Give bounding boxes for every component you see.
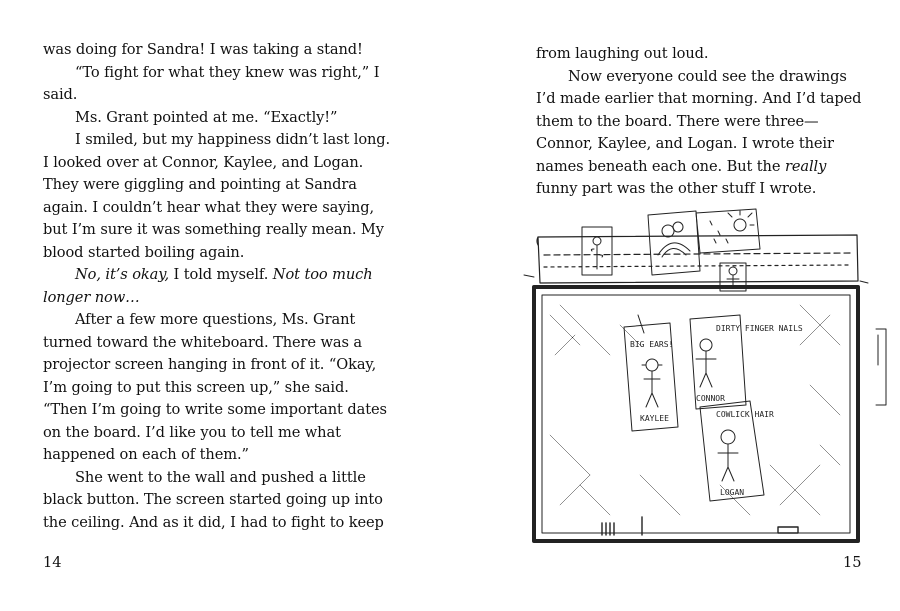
flower-drawing	[582, 227, 612, 275]
text-run: “To fight for what they knew was right,” I said.	[43, 63, 380, 103]
left_page-paragraph	[43, 107, 393, 130]
kaylee-name-label: KAYLEE	[640, 414, 669, 423]
logan-name-label: LOGAN	[720, 488, 745, 497]
connor-name-label: CONNOR	[696, 394, 725, 403]
text-run: I smiled, but my happiness didn’t last long. I looked over at Connor, Kaylee, and Logan. They were giggling and pointing at Sandra again. I couldn’t hear what they were saying, but I’m sure it was something really mean. My blood started boiling again.	[43, 131, 391, 261]
text-run: Now everyone could see the drawings I’d made earlier that morning. And I’d taped them to the board. There were three—Connor, Kaylee, and Logan. I wrote their names beneath each one. But the	[536, 67, 862, 175]
page-number-left: 14	[43, 554, 62, 571]
connor-top-label: DIRTY FINGER NAILS	[716, 324, 803, 333]
page-number-right: 15	[843, 554, 862, 571]
kaylee-top-label: BIG EARS!	[630, 340, 674, 349]
italic-text: really	[784, 157, 827, 175]
right_page-paragraph	[536, 66, 866, 201]
text-run: I told myself.	[169, 266, 273, 283]
text-run: funny part was the other stuff I wrote.	[536, 180, 817, 197]
board-shading	[550, 305, 840, 515]
left_page-paragraph	[43, 129, 393, 264]
text-run: After a few more questions, Ms. Grant turned toward the whiteboard. There was a projector screen hanging in front of it. “Okay, I’m going to put this screen up,” she said. “Then I’m going to write some important dates on the board. I’d like you to tell me what happened on each of them.”	[43, 311, 387, 463]
italic-text: No, it’s okay,	[75, 266, 170, 283]
connor-drawing	[690, 315, 803, 409]
marker-tray	[602, 517, 798, 535]
wall-switch	[876, 329, 886, 405]
right_page-paragraph	[536, 43, 866, 66]
italic-text: Not too much longer now…	[43, 266, 373, 306]
left_page-paragraph	[43, 309, 393, 467]
right-page	[450, 0, 900, 611]
left_page-paragraph	[43, 62, 393, 107]
rainbow-drawing	[648, 211, 700, 275]
text-run: from laughing out loud.	[536, 45, 709, 62]
left_page-paragraph	[43, 467, 393, 535]
sun-drawing	[696, 209, 760, 253]
left_page-paragraph	[43, 264, 393, 309]
whiteboard-illustration	[520, 205, 890, 590]
right-page-text	[536, 43, 866, 201]
left-page-text	[43, 39, 393, 534]
logan-drawing	[700, 401, 774, 501]
text-run: Ms. Grant pointed at me. “Exactly!”	[75, 108, 338, 126]
kaylee-drawing	[624, 315, 678, 431]
text-run: She went to the wall and pushed a little black button. The screen started going up into the ceiling. And as it did, I had to fight to keep	[43, 468, 384, 531]
text-run: was doing for Sandra! I was taking a stand!	[43, 41, 363, 58]
left_page-paragraph	[43, 39, 393, 62]
projector-screen-housing	[537, 235, 858, 283]
logan-top-label: COWLICK HAIR	[716, 410, 774, 419]
whiteboard-sketch	[520, 205, 890, 590]
